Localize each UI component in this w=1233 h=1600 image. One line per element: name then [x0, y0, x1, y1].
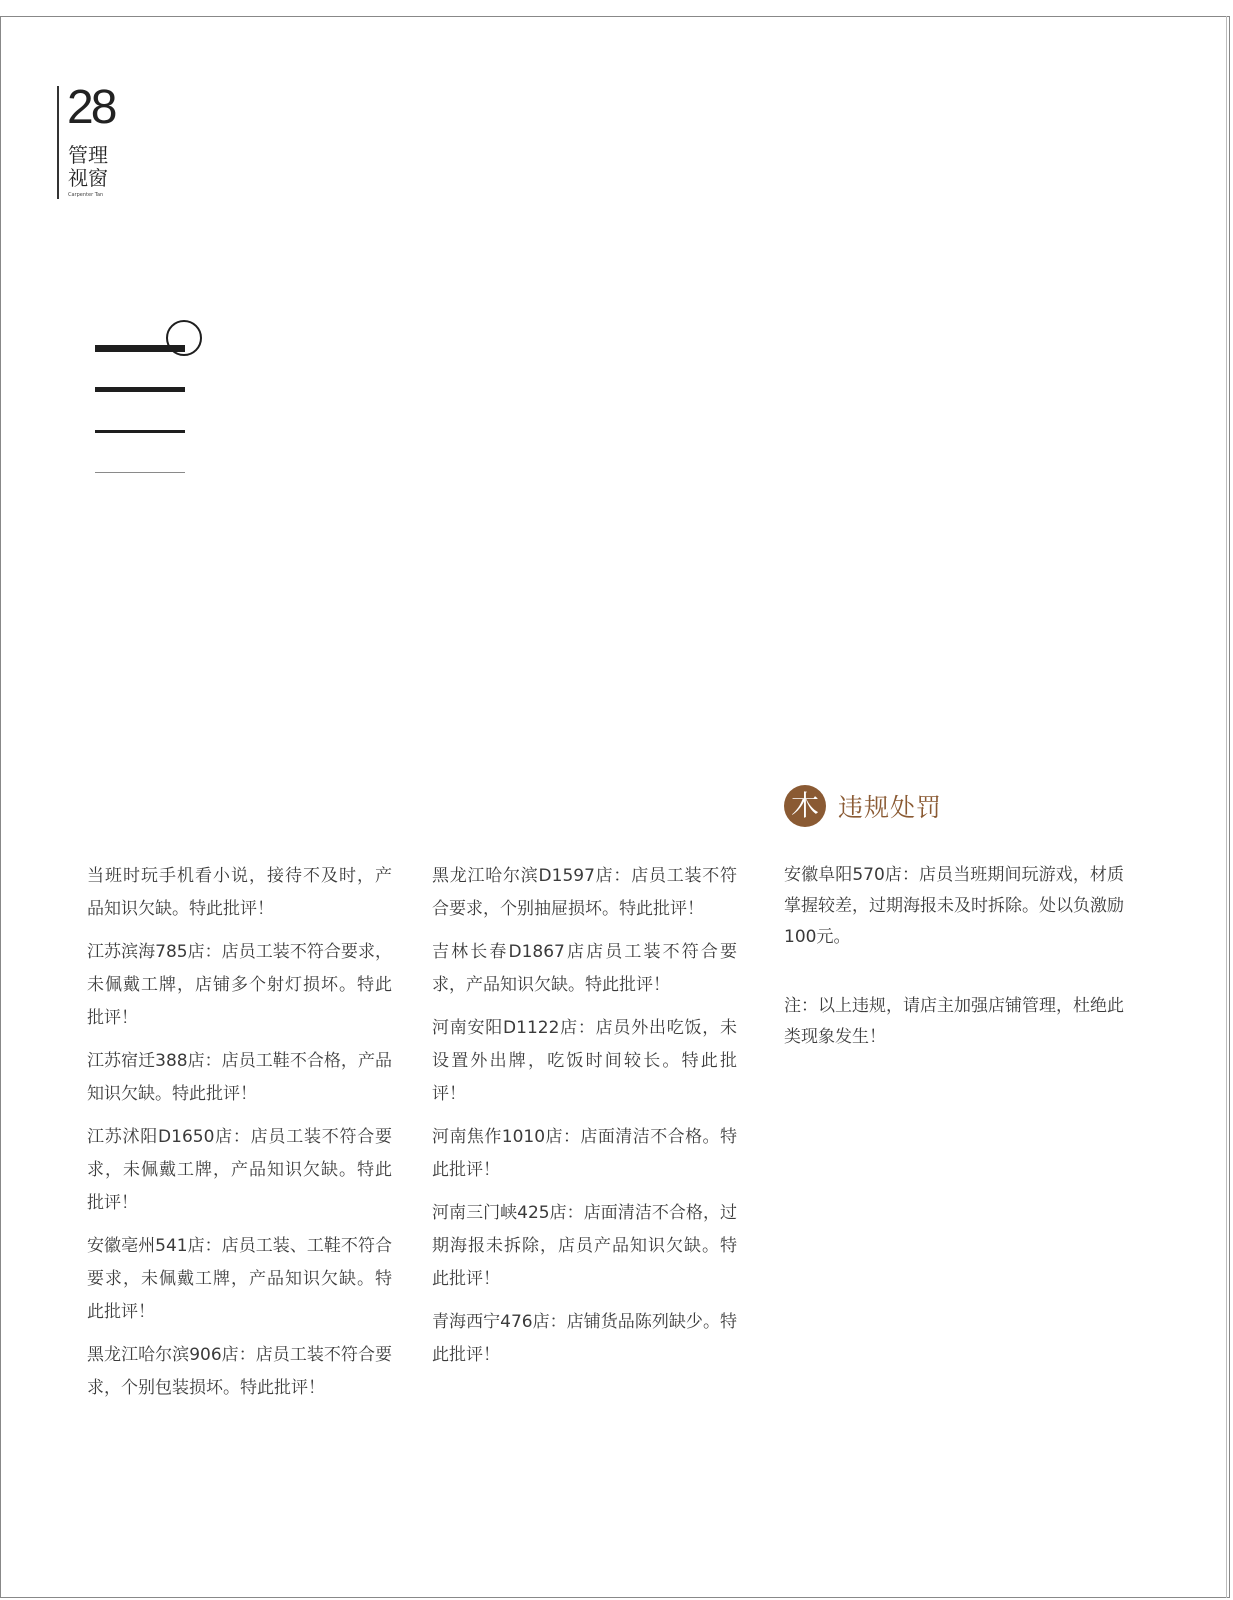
criticism-entry: 安徽亳州541店：店员工装、工鞋不符合要求，未佩戴工牌，产品知识欠缺。特此批评！ [87, 1236, 392, 1322]
penalty-column [784, 860, 1124, 1063]
penalty-entry: 安徽阜阳570店：店员当班期间玩游戏，材质掌握较差，过期海报未及时拆除。处以负激励100元。 [784, 865, 1124, 947]
penalty-heading [784, 785, 942, 827]
criticism-column-1 [87, 860, 392, 1415]
brand-wood-icon: 木 [784, 785, 826, 827]
page-number: 28 [67, 81, 115, 134]
criticism-entry: 当班时玩手机看小说，接待不及时，产品知识欠缺。特此批评！ [87, 866, 392, 919]
decorative-bars [95, 320, 215, 480]
section-title: 管理 视窗 [68, 143, 108, 190]
header-vertical-rule [57, 86, 59, 199]
decorative-bar-medium [95, 387, 185, 392]
criticism-entry: 江苏宿迁388店：店员工鞋不合格，产品知识欠缺。特此批评！ [87, 1051, 392, 1104]
management-note: 注：以上违规，请店主加强店铺管理，杜绝此类现象发生！ [784, 996, 1124, 1047]
criticism-entry: 吉林长春D1867店店员工装不符合要求，产品知识欠缺。特此批评！ [432, 942, 737, 995]
criticism-column-2 [432, 860, 737, 1382]
section-subtitle: Carpenter Tan [68, 192, 104, 198]
criticism-entry: 黑龙江哈尔滨906店：店员工装不符合要求，个别包装损坏。特此批评！ [87, 1345, 392, 1398]
criticism-entry: 河南焦作1010店：店面清洁不合格。特此批评！ [432, 1127, 737, 1180]
decorative-bar-hairline [95, 472, 185, 473]
page-edge-line [1226, 16, 1227, 1598]
criticism-entry: 江苏沭阳D1650店：店员工装不符合要求，未佩戴工牌，产品知识欠缺。特此批评！ [87, 1127, 392, 1213]
criticism-entry: 江苏滨海785店：店员工装不符合要求，未佩戴工牌，店铺多个射灯损坏。特此批评！ [87, 942, 392, 1028]
penalty-title: 违规处罚 [838, 793, 943, 822]
decorative-bar-thin [95, 430, 185, 433]
page-header [57, 81, 127, 201]
criticism-entry: 河南三门峡425店：店面清洁不合格，过期海报未拆除，店员产品知识欠缺。特此批评！ [432, 1203, 737, 1289]
decorative-circle-icon [166, 320, 202, 356]
criticism-entry: 青海西宁476店：店铺货品陈列缺少。特此批评！ [432, 1312, 737, 1365]
criticism-entry: 河南安阳D1122店：店员外出吃饭，未设置外出牌，吃饭时间较长。特此批评！ [432, 1018, 737, 1104]
criticism-entry: 黑龙江哈尔滨D1597店：店员工装不符合要求，个别抽屉损坏。特此批评！ [432, 866, 737, 919]
